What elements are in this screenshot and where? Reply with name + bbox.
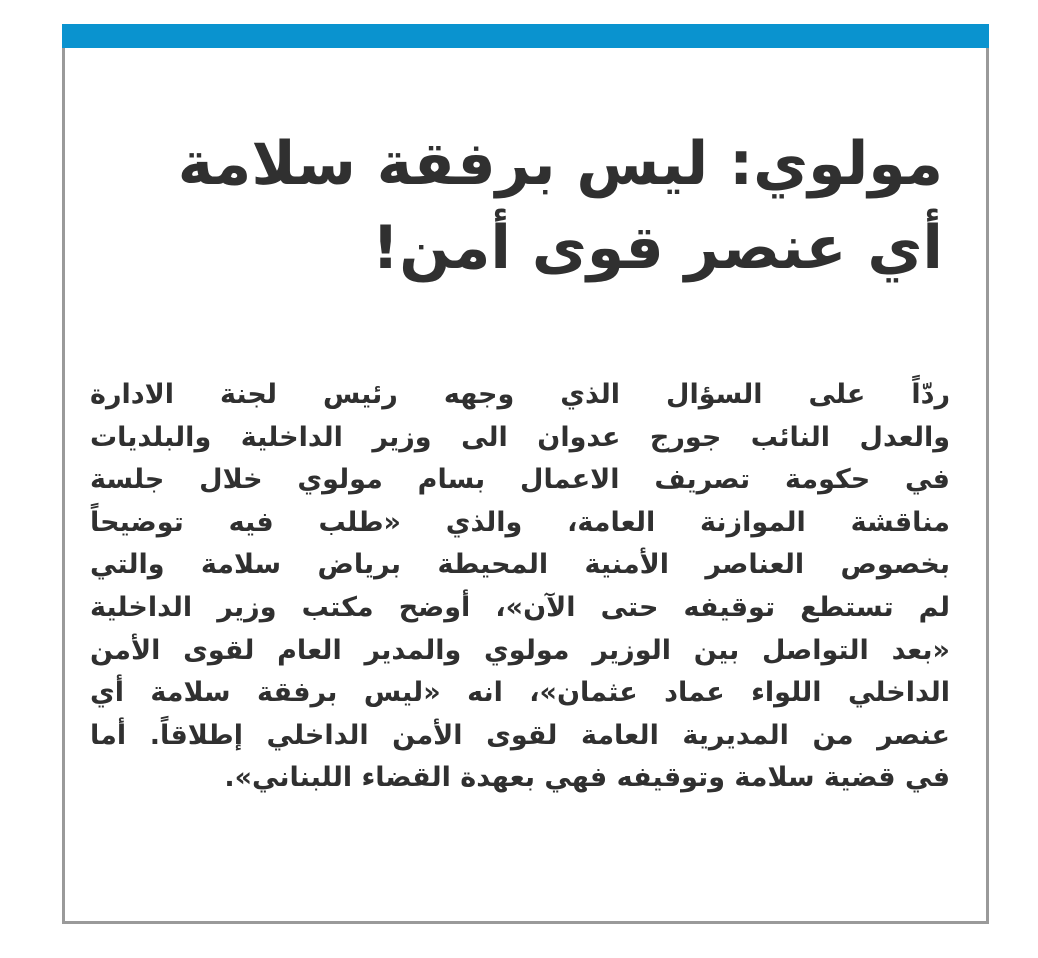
- article-body: [90, 374, 950, 800]
- body-line-2: والعدل النائب جورج عدوان الى وزير الداخلية والبلديات: [90, 421, 950, 453]
- accent-top-bar: [62, 24, 989, 48]
- body-line-4: مناقشة الموازنة العامة، والذي «طلب فيه توضيحاً: [90, 506, 950, 538]
- body-line-3: في حكومة تصريف الاعمال بسام مولوي خلال جلسة: [90, 464, 950, 496]
- body-line-7: «بعد التواصل بين الوزير مولوي والمدير العام لقوى الأمن: [90, 634, 950, 666]
- headline-line-2: أي عنصر قوى أمن!: [371, 213, 943, 283]
- body-line-9: عنصر من المديرية العامة لقوى الأمن الداخلي إطلاقاً. أما: [90, 719, 950, 751]
- body-line-6: لم تستطع توقيفه حتى الآن»، أوضح مكتب وزير الداخلية: [90, 591, 950, 623]
- body-line-8: الداخلي اللواء عماد عثمان»، انه «ليس برفقة سلامة أي: [90, 677, 950, 709]
- body-line-5: بخصوص العناصر الأمنية المحيطة برياض سلامة والتي: [90, 549, 950, 581]
- headline-line-1: مولوي: ليس برفقة سلامة: [177, 129, 943, 199]
- body-line-10: في قضية سلامة وتوقيفه فهي بعهدة القضاء اللبناني».: [224, 762, 950, 794]
- headline: [143, 122, 943, 290]
- body-line-1: ردّاً على السؤال الذي وجهه رئيس لجنة الادارة: [90, 379, 950, 410]
